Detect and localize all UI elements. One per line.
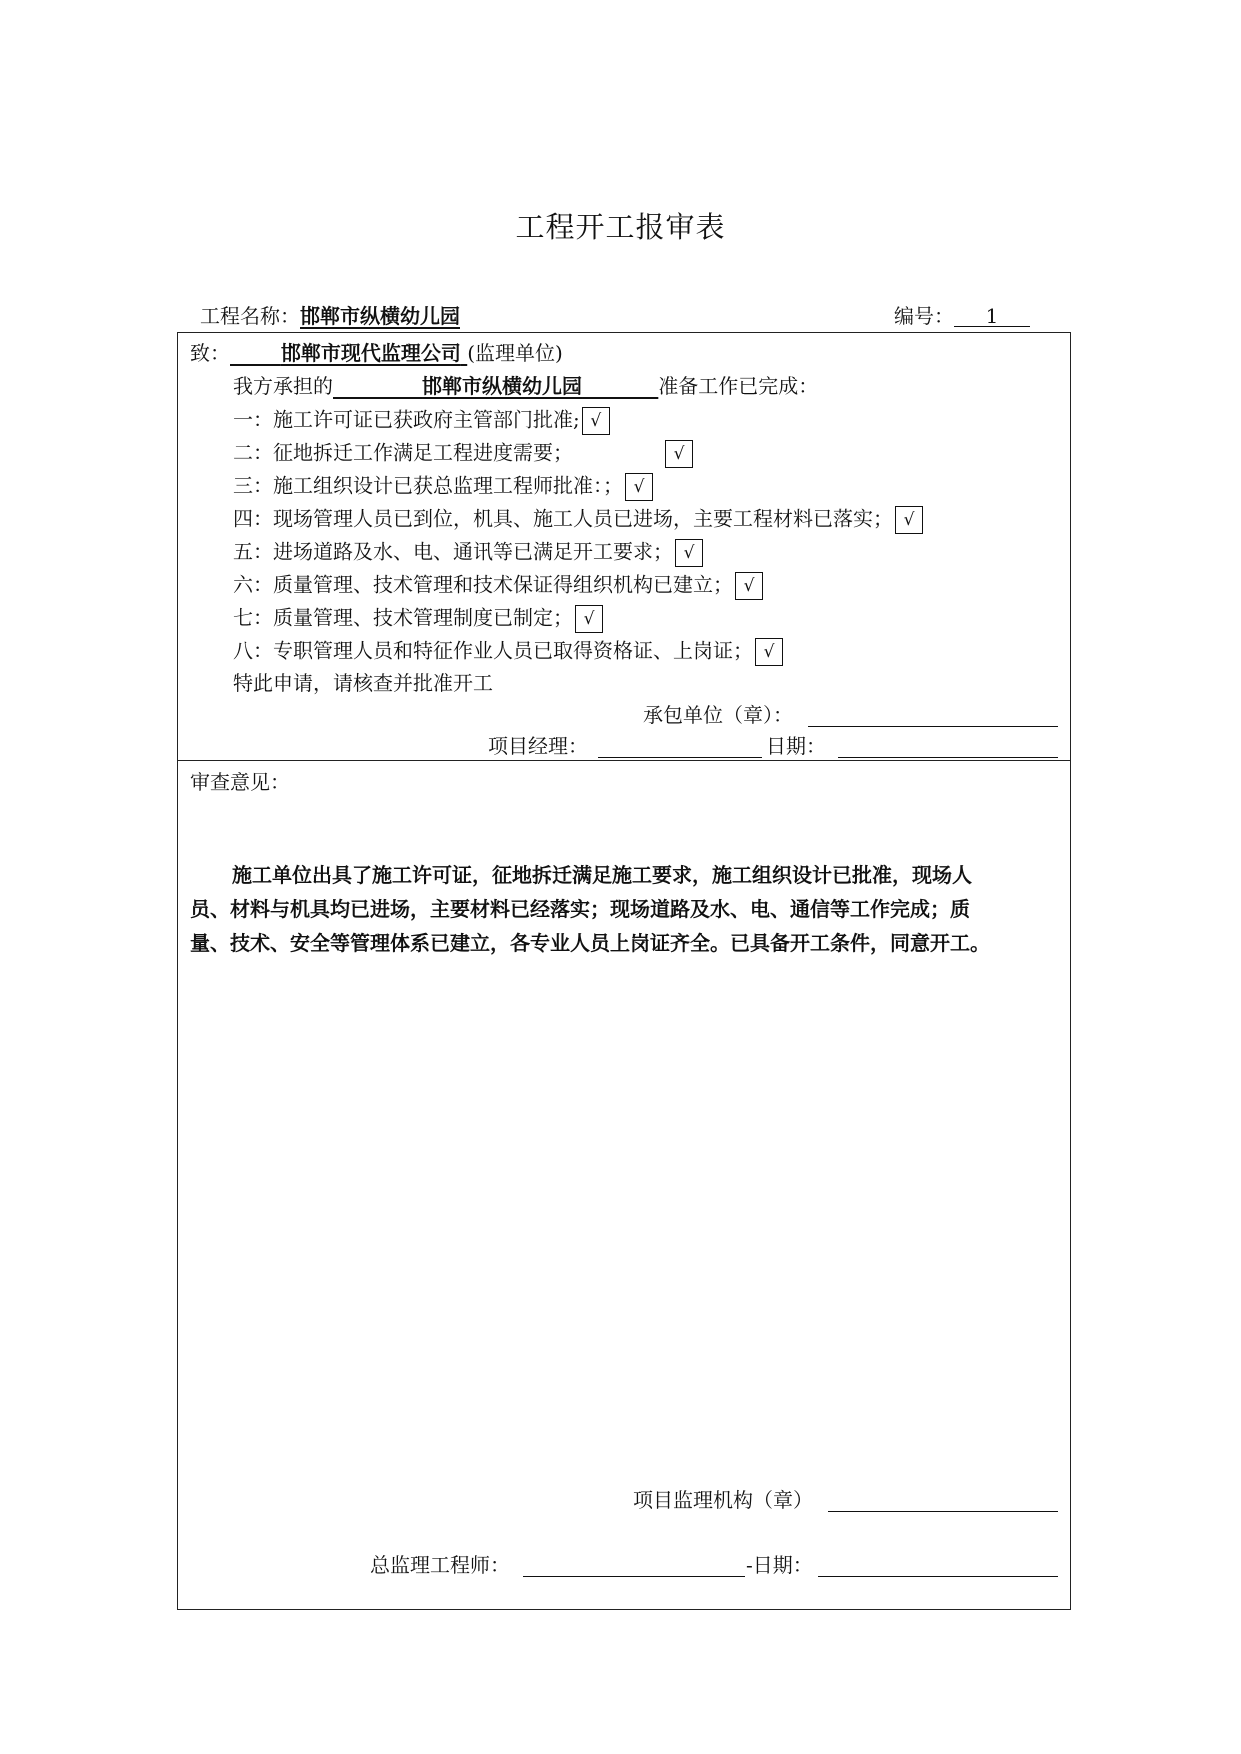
checkbox[interactable]: √: [625, 473, 653, 501]
intro-project-name: 邯郸市纵横幼儿园: [422, 374, 583, 398]
review-heading: 审查意见：: [190, 770, 290, 794]
checkbox[interactable]: √: [582, 407, 610, 435]
checklist-item: [233, 506, 923, 534]
review-date-blank[interactable]: [818, 1576, 1058, 1577]
checklist-item: [233, 407, 610, 435]
application-form: [177, 332, 1071, 1610]
checkbox[interactable]: √: [675, 539, 703, 567]
project-manager-label: 项目经理：: [488, 734, 588, 758]
checklist-item: [233, 473, 653, 501]
recipient-label: 致：: [190, 341, 230, 365]
supervisor-unit: 邯郸市现代监理公司: [280, 341, 461, 365]
checklist-item-text: 七：质量管理、技术管理制度已制定；: [233, 605, 573, 630]
review-opinion-line: 施工单位出具了施工许可证，征地拆迁满足施工要求，施工组织设计已批准，现场人: [232, 863, 972, 887]
checklist-item: [233, 605, 603, 633]
checklist-item: [233, 638, 783, 666]
intro-blank-lead: [333, 374, 422, 398]
review-opinion-line: 员、材料与机具均已进场，主要材料已经落实；现场道路及水、电、通信等工作完成；质: [190, 897, 970, 921]
recipient-line: [190, 341, 563, 365]
intro-line: [233, 374, 818, 398]
checkbox[interactable]: √: [575, 605, 603, 633]
checkbox[interactable]: √: [895, 506, 923, 534]
application-date-blank[interactable]: [838, 757, 1058, 758]
checkbox[interactable]: √: [755, 638, 783, 666]
contractor-label: 承包单位（章）：: [643, 703, 793, 727]
checklist-item: [233, 539, 703, 567]
checklist-item-text: 一：施工许可证已获政府主管部门批准;: [233, 407, 580, 432]
checklist-item-text: 六：质量管理、技术管理和技术保证得组织机构已建立；: [233, 572, 733, 597]
serial-number-value: 1: [954, 306, 1030, 327]
chief-engineer-label: 总监理工程师：: [370, 1553, 510, 1577]
page-title: 工程开工报审表: [515, 210, 726, 244]
project-manager-blank[interactable]: [598, 757, 762, 758]
supervisor-suffix: (监理单位): [467, 341, 563, 365]
intro-suffix: 准备工作已完成：: [658, 374, 819, 398]
checklist-item: [233, 440, 693, 468]
recipient-blank-lead: [230, 341, 281, 365]
supervision-agency-blank[interactable]: [828, 1511, 1058, 1512]
serial-number-label: 编号：: [894, 304, 954, 328]
contractor-stamp-blank[interactable]: [808, 726, 1058, 727]
serial-number-row: [894, 300, 1030, 329]
checklist-item-text: 五：进场道路及水、电、通讯等已满足开工要求；: [233, 539, 673, 564]
section-divider: [178, 760, 1070, 761]
checklist-item-text: 八：专职管理人员和特征作业人员已取得资格证、上岗证；: [233, 638, 753, 663]
intro-blank-trail: [582, 374, 658, 398]
application-date-label: 日期：: [766, 734, 826, 758]
project-name-row: [200, 300, 460, 329]
checklist-item: [233, 572, 763, 600]
supervision-agency-label: 项目监理机构（章）: [633, 1488, 813, 1512]
checklist-item-text: 三：施工组织设计已获总监理工程师批准：；: [233, 473, 623, 498]
checkbox[interactable]: √: [665, 440, 693, 468]
intro-prefix: 我方承担的: [233, 374, 333, 398]
review-date-label: -日期：: [746, 1553, 813, 1577]
checklist-item-text: 四：现场管理人员已到位，机具、施工人员已进场，主要工程材料已落实；: [233, 506, 893, 531]
checklist-item-text: 二：征地拆迁工作满足工程进度需要；: [233, 440, 573, 465]
checkbox[interactable]: √: [735, 572, 763, 600]
review-opinion-line: 量、技术、安全等管理体系已建立，各专业人员上岗证齐全。已具备开工条件，同意开工。: [190, 931, 990, 955]
review-opinion: [190, 858, 1064, 960]
closing-statement: 特此申请，请核查并批准开工: [233, 671, 493, 695]
project-name-value: 邯郸市纵横幼儿园: [300, 304, 460, 328]
chief-engineer-blank[interactable]: [523, 1576, 745, 1577]
project-name-label: 工程名称：: [200, 304, 300, 328]
